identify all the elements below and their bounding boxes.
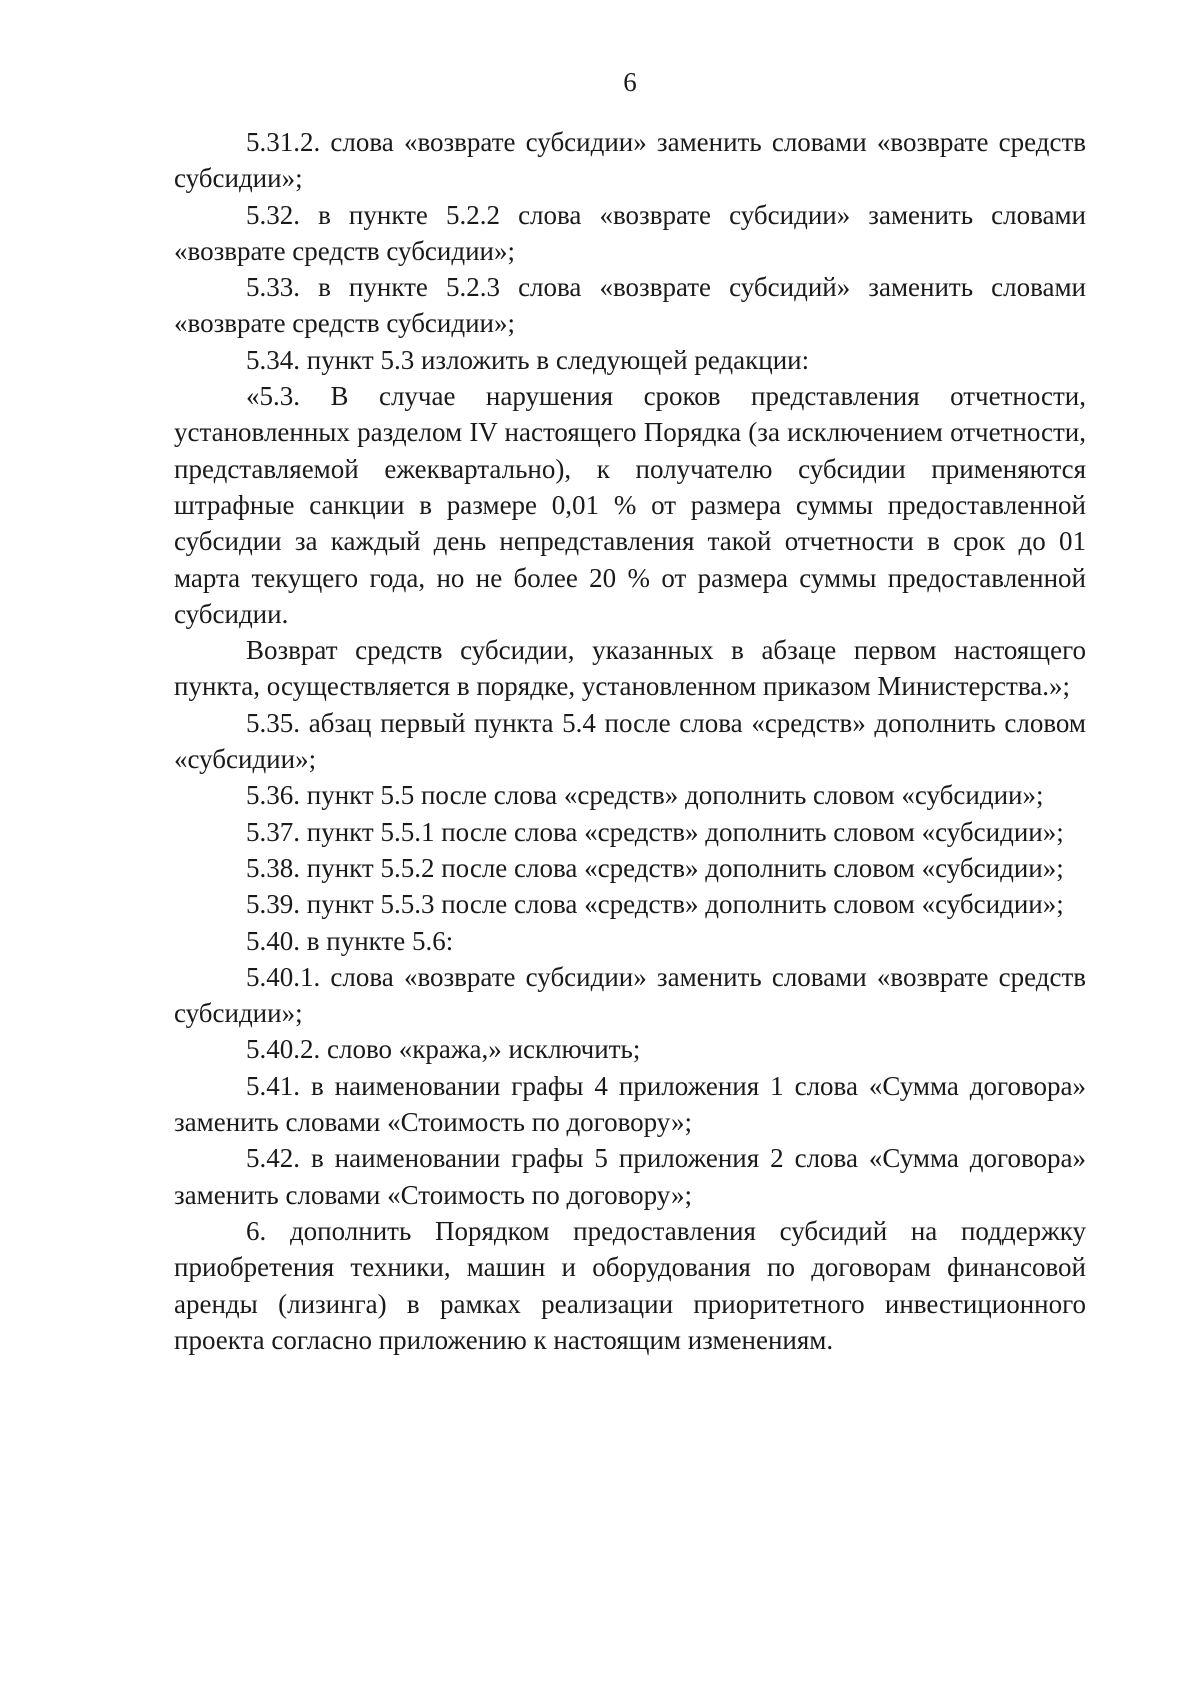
paragraph-5-34: 5.34. пункт 5.3 изложить в следующей редакции:	[246, 344, 810, 375]
paragraph-5-31-2: 5.31.2. слова «возврате субсидии» заменить словами «возврате средств субсидии»;	[174, 127, 1086, 194]
paragraph-5-3-return: Возврат средств субсидии, указанных в абзаце первом настоящего пункта, осуществляется в порядке, установленном приказом Министерства.»;	[174, 635, 1086, 702]
paragraph-5-36: 5.36. пункт 5.5 после слова «средств» дополнить словом «субсидии»;	[246, 780, 1044, 811]
paragraph-5-40-1: 5.40.1. слова «возврате субсидии» заменить словами «возврате средств субсидии»;	[174, 961, 1086, 1029]
paragraph-5-3-quote: «5.3. В случае нарушения сроков представления отчетности, установленных разделом IV настоящего Порядка (за исключением отчетности, представляемой ежеквартально), к получателю субсидии применяются штрафные санкции в размере 0,01 % от размера суммы предоставленной субсидии за каждый день непредставления такой отчетности в срок до 01 марта текущего года, но не более 20 % от размера суммы предоставленной субсидии.	[174, 381, 1086, 629]
paragraph-5-39: 5.39. пункт 5.5.3 после слова «средств» дополнить словом «субсидии»;	[246, 889, 1064, 920]
paragraph-5-38: 5.38. пункт 5.5.2 после слова «средств» дополнить словом «субсидии»;	[246, 852, 1064, 883]
paragraph-6: 6. дополнить Порядком предоставления субсидий на поддержку приобретения техники, машин и оборудования по договорам финансовой аренды (лизинга) в рамках реализации приоритетного инвестиционного проекта согласно приложению к настоящим изменениям.	[174, 1215, 1086, 1355]
paragraph-5-33: 5.33. в пункте 5.2.3 слова «возврате субсидий» заменить словами «возврате средств субсидии»;	[174, 272, 1086, 339]
paragraph-5-41: 5.41. в наименовании графы 4 приложения 1 слова «Сумма договора» заменить словами «Стоимость по договору»;	[174, 1070, 1086, 1138]
paragraph-5-37: 5.37. пункт 5.5.1 после слова «средств» дополнить словом «субсидии»;	[246, 816, 1064, 847]
page-number: 6	[623, 67, 637, 97]
paragraph-5-35: 5.35. абзац первый пункта 5.4 после слова «средств» дополнить словом «субсидии»;	[174, 707, 1086, 775]
paragraph-5-40: 5.40. в пункте 5.6:	[246, 925, 454, 956]
paragraph-5-40-2: 5.40.2. слово «кража,» исключить;	[246, 1034, 641, 1065]
document-body	[174, 124, 1086, 1358]
paragraph-5-42: 5.42. в наименовании графы 5 приложения 2 слова «Сумма договора» заменить словами «Стоимость по договору»;	[174, 1143, 1086, 1210]
paragraph-5-32: 5.32. в пункте 5.2.2 слова «возврате субсидии» заменить словами «возврате средств субсидии»;	[174, 199, 1086, 266]
